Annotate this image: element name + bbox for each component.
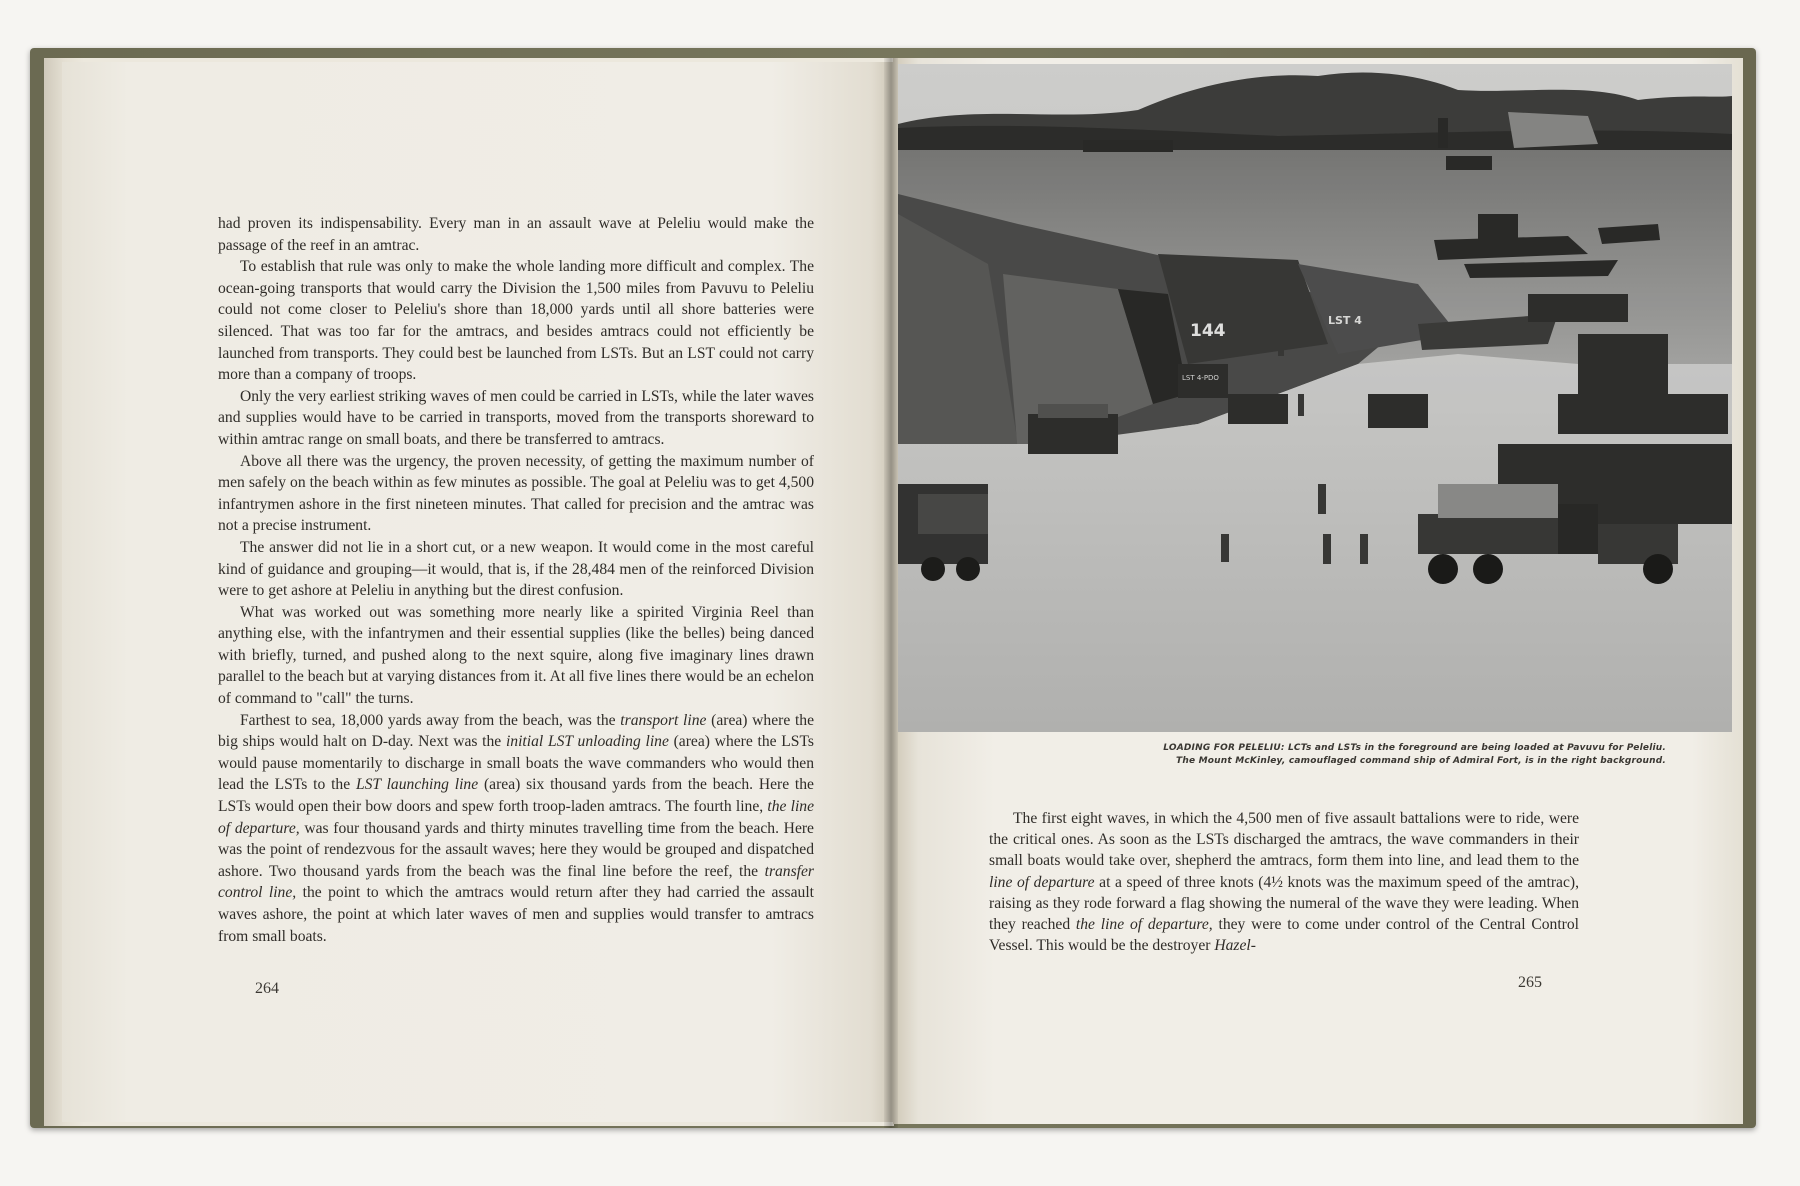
paragraph: had proven its indispensability. Every man in an assault wave at Peleliu would make the passage of the reef in an amtrac. xyxy=(218,215,814,254)
paragraph: Only the very earliest striking waves of men could be carried in LSTs, while the later waves and supplies would have to be carried in transports, moved from the transports shoreward to within amtrac range on small boats, and there be transferred to amtracs. xyxy=(218,387,814,448)
paragraph: The first eight waves, in which the 4,500 men of five assault battalions were to ride, were the critical ones. As soon as the LSTs discharged the amtracs, the wave commanders in their small boats would take over, shepherd the amtracs, form them into line, and lead them to the line of departure at a speed of three knots (4½ knots was the maximum speed of the amtrac), raising as they rode forward a flag showing the numeral of the wave they were leading. When they reached the line of departure, they were to come under control of the Central Control Vessel. This would be the destroyer Hazel- xyxy=(989,810,1579,955)
italic-term: the line of departure, xyxy=(1075,916,1213,934)
italic-term: transfer control line, xyxy=(218,862,814,902)
page-number-right: 265 xyxy=(1518,974,1542,991)
paragraph: To establish that rule was only to make the whole landing more difficult and complex. The ocean-going transports that would carry the Division the 1,500 miles from Pavuvu to Peleliu could not come closer to Peleliu's shore than 18,000 yards until all shore batteries were silenced. That was too far for the amtracs, and besides amtracs could not efficiently be launched from transports. They could best be launched from LSTs. But an LST could not carry more than a company of troops. xyxy=(218,258,814,384)
caption-line: LOADING FOR PELELIU: LCTs and LSTs in the foreground are being loaded at Pavuvu for Peleliu. xyxy=(1163,743,1666,753)
italic-term: transport line xyxy=(620,711,707,729)
italic-term: line of departure xyxy=(989,873,1095,891)
italic-term: LST launching line xyxy=(355,776,479,794)
right-page-text xyxy=(989,808,1579,956)
paragraph: Farthest to sea, 18,000 yards away from the beach, was the transport line (area) where the big ships would halt on D-day. Next was the initial LST unloading line (area) where the LSTs would pause momentarily to discharge in small boats the wave commanders who would then lead the LSTs to the LST launching line (area) six thousand yards from the beach. Here the LSTs would open their bow doors and spew forth troop-laden amtracs. The fourth line, the line of departure, was four thousand yards and thirty minutes travelling time from the beach. Here was the point of rendezvous for the assault waves; here they would be grouped and dispatched ashore. Two thousand yards from the beach was the final line before the reef, the transfer control line, the point to which the amtracs would return after they had carried the assault waves ashore, the point at which later waves of men and supplies would transfer to amtracs from small boats. xyxy=(218,711,815,945)
left-page-text xyxy=(218,213,814,947)
italic-term: initial LST unloading line xyxy=(505,733,669,751)
page-number-left: 264 xyxy=(255,980,279,997)
caption-line: The Mount McKinley, camouflaged command ship of Admiral Fort, is in the right background. xyxy=(1176,756,1666,766)
paragraph: What was worked out was something more nearly like a spirited Virginia Reel than anything else, with the infantrymen and their essential supplies (like the belles) being danced with briefly, turned, and pushed along to the next squire, along five imaginary lines drawn parallel to the beach but at varying distances from it. At all five lines there would be an echelon of command to "call" the turns. xyxy=(218,603,814,708)
italic-term: Hazel- xyxy=(1214,937,1256,955)
paragraph: Above all there was the urgency, the proven necessity, of getting the maximum number of men safely on the beach within as few minutes as possible. The goal at Peleliu was to get 4,500 infantrymen ashore in the first nineteen minutes. That called for precision and the amtrac was not a precise instrument. xyxy=(218,452,814,535)
paragraph: The answer did not lie in a short cut, or a new weapon. It would come in the most careful kind of guidance and grouping—it would, that is, if the 28,484 men of the reinforced Division were to get ashore at Peleliu in anything but the direst confusion. xyxy=(218,538,814,600)
photo-loading-for-peleliu xyxy=(898,64,1732,732)
photo-caption xyxy=(1100,742,1666,768)
book-gutter xyxy=(884,58,898,1128)
italic-term: the line of departure, xyxy=(218,798,814,837)
